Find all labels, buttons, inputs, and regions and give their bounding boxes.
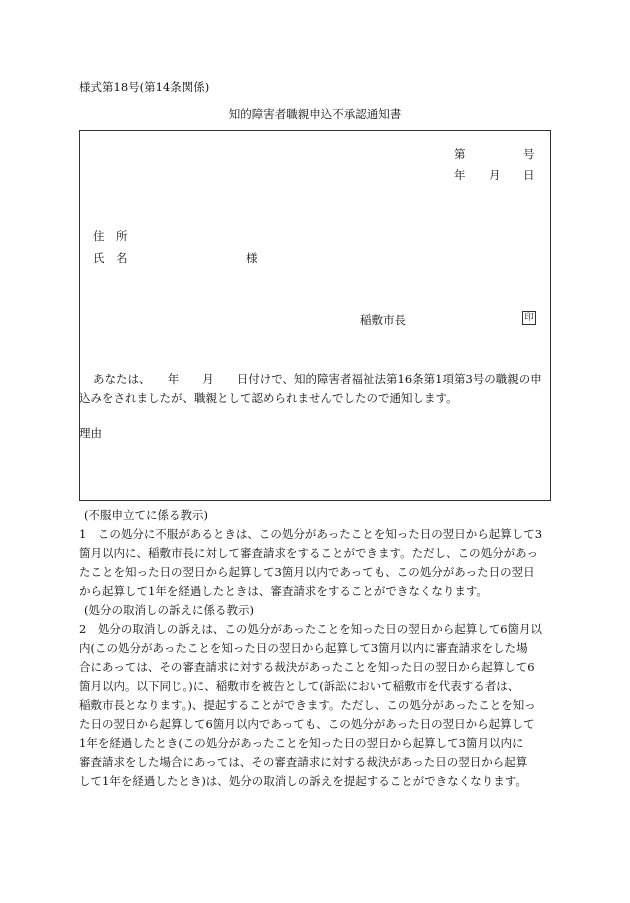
reason-label: 理由 [79,426,102,440]
appeal-heading: (不服申立てに係る教示) [84,508,208,522]
form-number: 様式第18号(第14条関係) [79,80,210,94]
body-text-line-1: あなたは、 年 月 日付けで、知的障害者福祉法第16条第1項第3号の職親の申 [93,372,542,386]
document-number-suffix: 号 [523,147,535,161]
lawsuit-line: して1年を経過したとき)は、処分の取消しの訴えを提起することができなくなります。 [79,774,527,788]
appeal-line: から起算して1年を経過したときは、審査請求をすることができなくなります。 [79,584,488,598]
body-text-line-2: 込みをされましたが、職親として認められませんでしたので通知します。 [79,391,458,405]
lawsuit-line: 内(この処分があったことを知った日の翌日から起算して3箇月以内に審査請求をした場 [79,641,528,655]
name-label: 氏 名 [93,251,128,265]
notice-form-box [79,130,551,501]
appeal-line: 箇月以内に、稲敷市長に対して審査請求をすることができます。ただし、この処分があっ [79,546,538,560]
date-month-label: 月 [489,168,501,182]
lawsuit-line: 2 処分の取消しの訴えは、この処分があったことを知った日の翌日から起算して6箇月以 [79,622,543,636]
address-label: 住 所 [93,229,128,243]
document-title: 知的障害者職親申込不承認通知書 [228,107,402,121]
lawsuit-line: 1年を経過したとき(この処分があったことを知った日の翌日から起算して3箇月以内に [79,736,524,750]
appeal-line: 1 この処分に不服があるときは、この処分があったことを知った日の翌日から起算して3 [79,527,543,541]
issuer-name: 稲敷市長 [360,313,406,327]
date-day-label: 日 [523,168,535,182]
document-number-prefix: 第 [454,147,466,161]
lawsuit-heading: (処分の取消しの訴えに係る教示) [84,603,254,617]
lawsuit-line: 合にあっては、その審査請求に対する裁決があったことを知った日の翌日から起算して6 [79,660,535,674]
seal-mark: 印 [522,311,536,325]
lawsuit-line: 箇月以内。以下同じ。)に、稲敷市を被告として(訴訟において稲敷市を代表する者は、 [79,679,520,693]
lawsuit-line: 稲敷市長となります。)、提起することができます。ただし、この処分があったことを知っ [79,698,536,712]
appeal-line: たことを知った日の翌日から起算して3箇月以内であっても、この処分があった日の翌日 [79,565,535,579]
date-year-label: 年 [454,168,466,182]
honorific-sama: 様 [246,251,258,265]
lawsuit-line: た日の翌日から起算して6箇月以内であっても、この処分があった日の翌日から起算して [79,717,535,731]
lawsuit-line: 審査請求をした場合にあっては、その審査請求に対する裁決があった日の翌日から起算 [79,755,528,769]
